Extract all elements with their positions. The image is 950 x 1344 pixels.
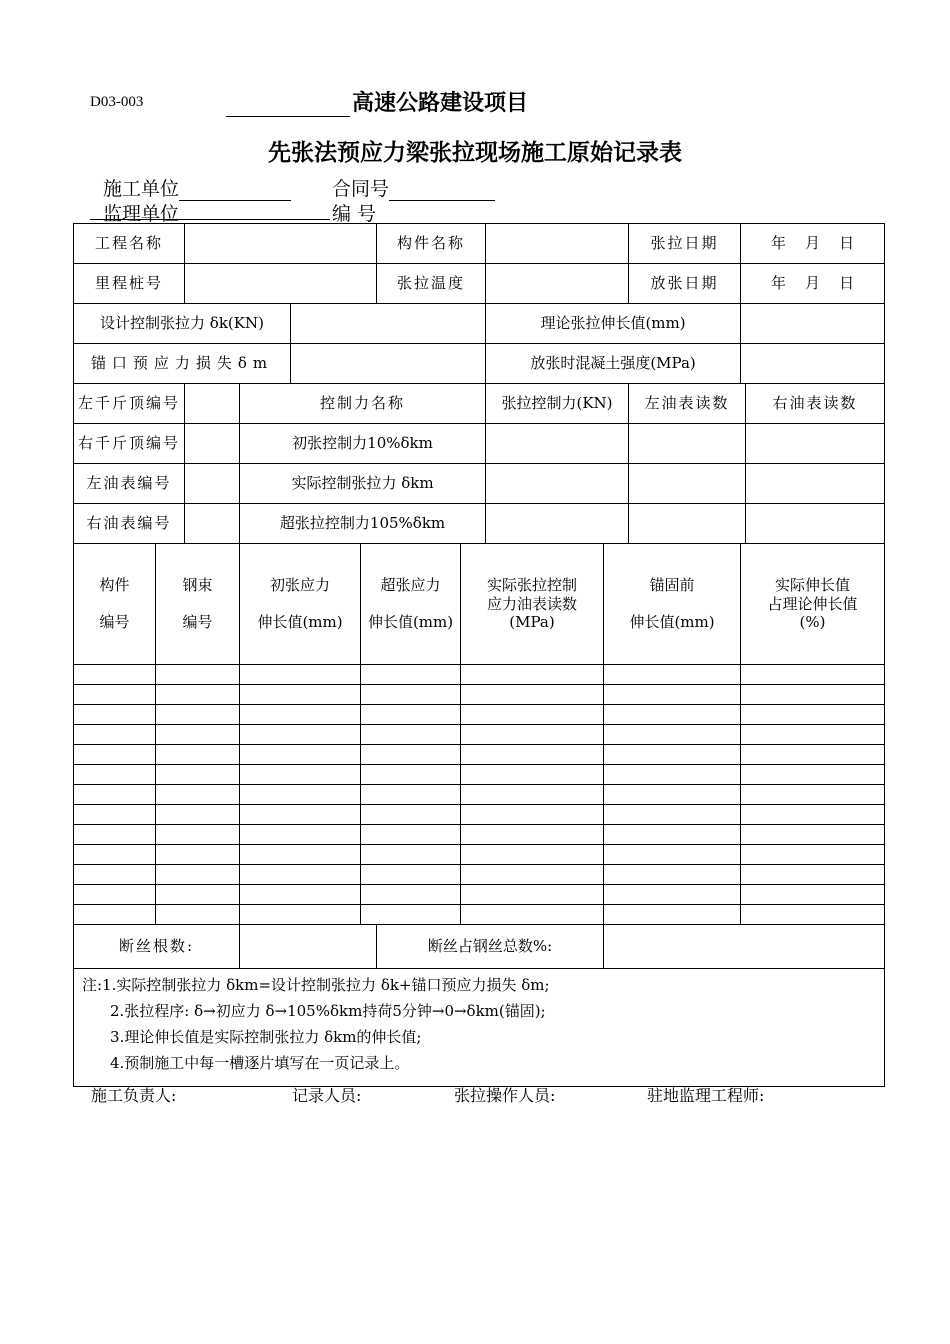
record-cell[interactable] — [604, 825, 741, 845]
record-cell[interactable] — [741, 725, 885, 745]
record-cell[interactable] — [240, 785, 361, 805]
initial-elongation-header — [240, 544, 361, 665]
construction-unit-field — [103, 174, 291, 201]
initial-elongation-top: 初张应力 — [270, 575, 331, 594]
notes-section — [74, 969, 885, 1087]
record-cell[interactable] — [604, 725, 741, 745]
recorder-label: 记录人员: — [292, 1086, 362, 1105]
broken-count-label: 断丝根数: — [74, 925, 240, 969]
record-row — [74, 825, 885, 845]
record-cell[interactable] — [240, 705, 361, 725]
record-cell[interactable] — [240, 665, 361, 685]
note-4: 4.预制施工中每一槽逐片填写在一页记录上。 — [110, 1054, 410, 1072]
strand-no-header — [156, 544, 240, 665]
record-cell[interactable] — [361, 825, 461, 845]
gauge-reading-line1: 实际张拉控制 — [487, 575, 578, 594]
record-cell[interactable] — [741, 745, 885, 765]
component-no-bottom: 编号 — [99, 613, 130, 632]
record-cell[interactable] — [74, 765, 156, 785]
record-row — [74, 805, 885, 825]
gauge-reading-header — [461, 544, 604, 665]
pre-anchor-bottom: 伸长值(mm) — [629, 613, 715, 632]
record-cell[interactable] — [156, 825, 240, 845]
project-suffix: 高速公路建设项目 — [352, 90, 529, 116]
record-cell[interactable] — [461, 745, 604, 765]
record-cell[interactable] — [74, 785, 156, 805]
chainage-label: 里程桩号 — [74, 264, 185, 304]
note-1: 注:1.实际控制张拉力 δkm=设计控制张拉力 δk+锚口预应力损失 δm; — [82, 976, 550, 994]
record-cell[interactable] — [361, 805, 461, 825]
record-cell[interactable] — [604, 845, 741, 865]
record-cell[interactable] — [156, 745, 240, 765]
over-elongation-header — [361, 544, 461, 665]
tension-date-value[interactable]: 年 月 日 — [741, 224, 885, 264]
record-cell[interactable] — [240, 905, 361, 925]
record-cell[interactable] — [741, 785, 885, 805]
record-cell[interactable] — [74, 885, 156, 905]
anchor-loss-value[interactable] — [291, 344, 486, 384]
record-cell[interactable] — [604, 805, 741, 825]
record-cell[interactable] — [240, 745, 361, 765]
record-row — [74, 665, 885, 685]
record-cell[interactable] — [461, 805, 604, 825]
record-cell[interactable] — [604, 745, 741, 765]
record-cell[interactable] — [156, 845, 240, 865]
record-cell[interactable] — [741, 705, 885, 725]
project-name-blank[interactable] — [226, 94, 350, 117]
record-cell[interactable] — [240, 845, 361, 865]
record-row — [74, 685, 885, 705]
record-cell[interactable] — [741, 765, 885, 785]
actual-force-value[interactable] — [486, 464, 629, 504]
record-cell[interactable] — [74, 705, 156, 725]
component-no-header — [74, 544, 156, 665]
record-cell[interactable] — [156, 685, 240, 705]
record-cell[interactable] — [461, 765, 604, 785]
left-gauge-value[interactable] — [185, 464, 240, 504]
record-cell[interactable] — [240, 885, 361, 905]
actual-force-label: 实际控制张拉力 δkm — [240, 464, 486, 504]
record-cell[interactable] — [461, 725, 604, 745]
record-cell[interactable] — [156, 725, 240, 745]
record-cell[interactable] — [741, 845, 885, 865]
record-cell[interactable] — [240, 765, 361, 785]
broken-count-value[interactable] — [240, 925, 377, 969]
project-name-value[interactable] — [185, 224, 377, 264]
record-cell[interactable] — [361, 665, 461, 685]
record-cell[interactable] — [74, 725, 156, 745]
record-cell[interactable] — [461, 665, 604, 685]
record-cell[interactable] — [741, 885, 885, 905]
chainage-value[interactable] — [185, 264, 377, 304]
actual-right-reading[interactable] — [746, 464, 885, 504]
over-force-value[interactable] — [486, 504, 629, 544]
tension-temp-label: 张拉温度 — [377, 264, 486, 304]
construction-unit-blank[interactable] — [179, 180, 291, 201]
record-cell[interactable] — [240, 865, 361, 885]
initial-force-value[interactable] — [486, 424, 629, 464]
record-cell[interactable] — [461, 845, 604, 865]
right-gauge-label: 右油表编号 — [74, 504, 185, 544]
design-force-value[interactable] — [291, 304, 486, 344]
contract-no-blank[interactable] — [389, 180, 495, 201]
record-cell[interactable] — [156, 665, 240, 685]
supervision-unit-label: 监理单位 — [103, 203, 180, 225]
left-jack-label: 左千斤顶编号 — [74, 384, 185, 424]
record-cell[interactable] — [74, 865, 156, 885]
record-row — [74, 785, 885, 805]
record-cell[interactable] — [604, 705, 741, 725]
record-row — [74, 705, 885, 725]
record-rows — [74, 665, 885, 925]
record-cell[interactable] — [604, 905, 741, 925]
component-name-value[interactable] — [486, 224, 629, 264]
document-title: 先张法预应力梁张拉现场施工原始记录表 — [268, 139, 682, 166]
record-cell[interactable] — [604, 885, 741, 905]
record-cell[interactable] — [74, 685, 156, 705]
record-cell[interactable] — [604, 665, 741, 685]
gauge-reading-line2: 应力油表读数 — [487, 594, 578, 613]
elongation-ratio-header — [741, 544, 885, 665]
right-reading-header: 右油表读数 — [746, 384, 885, 424]
pre-anchor-top: 锚固前 — [649, 575, 695, 594]
record-cell[interactable] — [361, 725, 461, 745]
serial-no-label: 编 号 — [332, 203, 377, 225]
record-row — [74, 905, 885, 925]
record-cell[interactable] — [361, 765, 461, 785]
over-elongation-bottom: 伸长值(mm) — [367, 613, 454, 632]
tension-force-header: 张拉控制力(KN) — [486, 384, 629, 424]
left-reading-header: 左油表读数 — [629, 384, 746, 424]
record-cell[interactable] — [461, 825, 604, 845]
note-3: 3.理论伸长值是实际控制张拉力 δkm的伸长值; — [110, 1028, 422, 1046]
record-cell[interactable] — [240, 805, 361, 825]
record-cell[interactable] — [74, 905, 156, 925]
theory-elongation-value[interactable] — [741, 304, 885, 344]
contract-no-label: 合同号 — [332, 178, 390, 200]
tension-date-label: 张拉日期 — [629, 224, 741, 264]
record-row — [74, 865, 885, 885]
concrete-strength-label: 放张时混凝土强度(MPa) — [486, 344, 741, 384]
record-cell[interactable] — [156, 865, 240, 885]
over-elongation-top: 超张应力 — [380, 575, 441, 594]
strand-no-bottom: 编号 — [182, 613, 213, 632]
record-cell[interactable] — [741, 905, 885, 925]
initial-left-reading[interactable] — [629, 424, 746, 464]
record-cell[interactable] — [604, 785, 741, 805]
record-row — [74, 845, 885, 865]
record-cell[interactable] — [240, 685, 361, 705]
record-cell[interactable] — [156, 805, 240, 825]
project-name-label: 工程名称 — [74, 224, 185, 264]
record-cell[interactable] — [74, 745, 156, 765]
record-cell[interactable] — [604, 865, 741, 885]
record-row — [74, 745, 885, 765]
broken-percent-value[interactable] — [604, 925, 885, 969]
initial-force-label: 初张控制力10%δkm — [240, 424, 486, 464]
construction-unit-label: 施工单位 — [103, 178, 180, 200]
form-code: D03-003 — [90, 94, 144, 110]
record-cell[interactable] — [74, 805, 156, 825]
right-jack-value[interactable] — [185, 424, 240, 464]
record-cell[interactable] — [156, 885, 240, 905]
project-title — [226, 86, 528, 117]
theory-elongation-label: 理论张拉伸长值(mm) — [486, 304, 741, 344]
gauge-reading-line3: (MPa) — [509, 613, 555, 632]
pre-anchor-elongation-header — [604, 544, 741, 665]
supervisor-label: 驻地监理工程师: — [647, 1086, 765, 1105]
record-cell[interactable] — [461, 785, 604, 805]
left-jack-value[interactable] — [185, 384, 240, 424]
ratio-line3: (%) — [799, 613, 826, 632]
control-name-header: 控制力名称 — [240, 384, 486, 424]
record-cell[interactable] — [240, 825, 361, 845]
record-cell[interactable] — [461, 905, 604, 925]
record-cell[interactable] — [361, 785, 461, 805]
record-cell[interactable] — [156, 905, 240, 925]
record-cell[interactable] — [741, 685, 885, 705]
record-cell[interactable] — [361, 845, 461, 865]
component-name-label: 构件名称 — [377, 224, 486, 264]
left-gauge-label: 左油表编号 — [74, 464, 185, 504]
record-cell[interactable] — [461, 685, 604, 705]
record-row — [74, 725, 885, 745]
over-force-label: 超张拉控制力105%δkm — [240, 504, 486, 544]
record-cell[interactable] — [361, 885, 461, 905]
site-manager-label: 施工负责人: — [91, 1086, 177, 1105]
contract-no-field — [332, 174, 495, 201]
record-row — [74, 885, 885, 905]
strand-no-top: 钢束 — [182, 575, 213, 594]
record-cell[interactable] — [741, 825, 885, 845]
record-cell[interactable] — [741, 865, 885, 885]
record-cell[interactable] — [741, 665, 885, 685]
record-cell[interactable] — [461, 885, 604, 905]
actual-left-reading[interactable] — [629, 464, 746, 504]
initial-right-reading[interactable] — [746, 424, 885, 464]
record-cell[interactable] — [240, 725, 361, 745]
note-2: 2.张拉程序: δ→初应力 δ→105%δkm持荷5分钟→0→δkm(锚固); — [110, 1002, 546, 1020]
record-row — [74, 765, 885, 785]
record-cell[interactable] — [361, 705, 461, 725]
record-cell[interactable] — [461, 705, 604, 725]
tension-temp-value[interactable] — [486, 264, 629, 304]
concrete-strength-value[interactable] — [741, 344, 885, 384]
over-left-reading[interactable] — [629, 504, 746, 544]
record-cell[interactable] — [361, 745, 461, 765]
record-cell[interactable] — [74, 665, 156, 685]
record-cell[interactable] — [361, 685, 461, 705]
record-cell[interactable] — [156, 765, 240, 785]
broken-percent-label: 断丝占钢丝总数%: — [377, 925, 604, 969]
anchor-loss-label: 锚口预应力损失δm — [74, 344, 291, 384]
record-cell[interactable] — [361, 905, 461, 925]
record-cell[interactable] — [74, 845, 156, 865]
record-cell[interactable] — [361, 865, 461, 885]
component-no-top: 构件 — [99, 575, 130, 594]
release-date-label: 放张日期 — [629, 264, 741, 304]
right-jack-label: 右千斤顶编号 — [74, 424, 185, 464]
initial-elongation-bottom: 伸长值(mm) — [257, 613, 343, 632]
record-cell[interactable] — [604, 765, 741, 785]
operator-label: 张拉操作人员: — [454, 1086, 556, 1105]
record-cell[interactable] — [604, 685, 741, 705]
record-cell[interactable] — [741, 805, 885, 825]
design-force-label: 设计控制张拉力 δk(KN) — [74, 304, 291, 344]
right-gauge-value[interactable] — [185, 504, 240, 544]
record-cell[interactable] — [461, 865, 604, 885]
release-date-value[interactable]: 年 月 日 — [741, 264, 885, 304]
ratio-line1: 实际伸长值 — [775, 575, 851, 594]
record-cell[interactable] — [156, 785, 240, 805]
record-cell[interactable] — [156, 705, 240, 725]
record-form-table — [73, 223, 885, 1087]
over-right-reading[interactable] — [746, 504, 885, 544]
ratio-line2: 占理论伸长值 — [767, 594, 858, 613]
record-cell[interactable] — [74, 825, 156, 845]
